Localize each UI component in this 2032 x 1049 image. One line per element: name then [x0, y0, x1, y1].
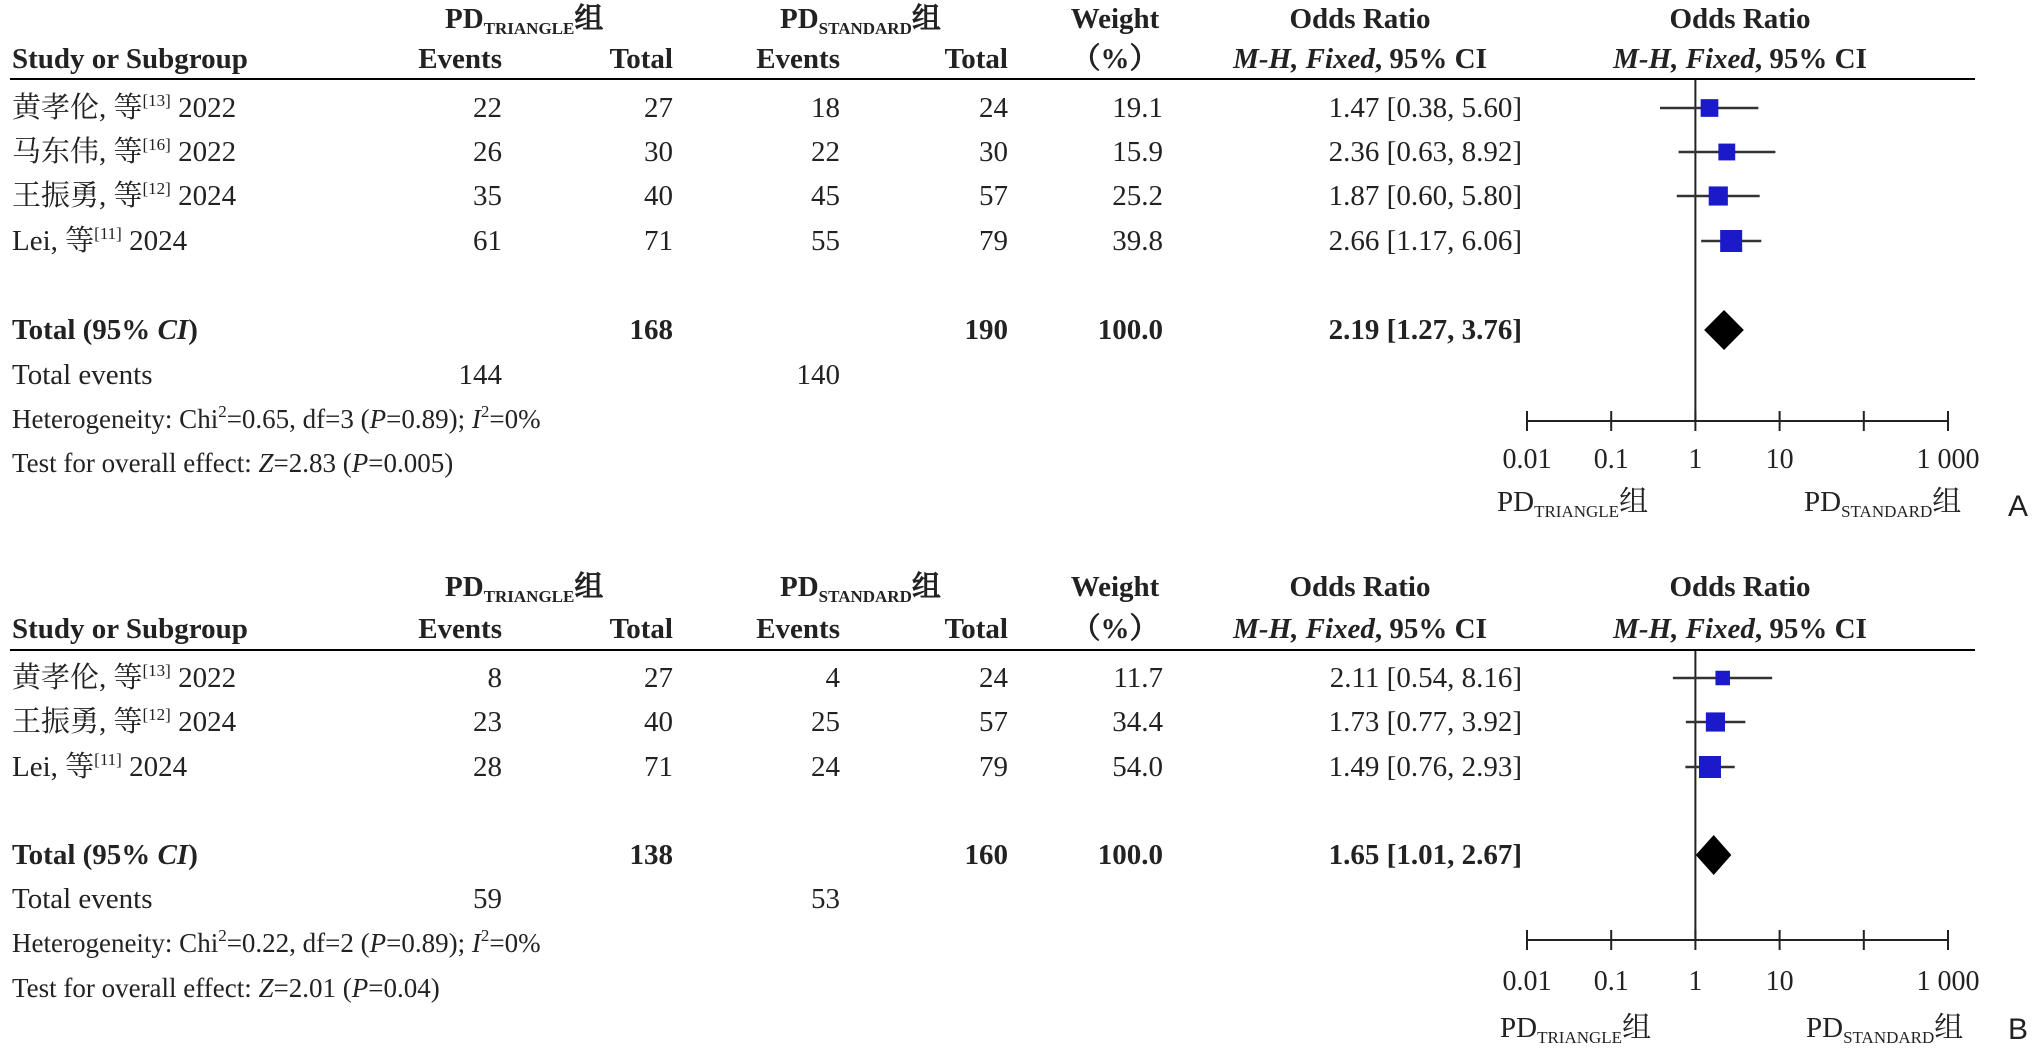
overall-effect-text: Test for overall effect: Z=2.83 (P=0.005): [12, 448, 454, 478]
group1-header: $PD_{TRIANGLE}$组: [445, 571, 604, 606]
forest-plot-b: [1480, 525, 2020, 1047]
x-tick-label: 0.1: [1593, 966, 1629, 997]
favours-right-label: $PD_{STANDARD}$组: [1804, 486, 1962, 521]
weight-cell: 11.7: [1113, 662, 1163, 694]
study-label: Lei, 等[11] 2024: [12, 750, 188, 783]
total1-cell: 30: [644, 136, 673, 168]
study-column-header: Study or Subgroup: [12, 43, 248, 75]
total-events-label: Total events: [12, 883, 153, 915]
total2-cell: 79: [979, 225, 1008, 257]
events2-header: Events: [756, 613, 840, 645]
study-label: Lei, 等[11] 2024: [12, 224, 188, 257]
events1-header: Events: [418, 613, 502, 645]
total-events1: 144: [458, 359, 502, 391]
weight-header: Weight: [1070, 3, 1160, 35]
favours-right-label: $PD_{STANDARD}$组: [1806, 1012, 1964, 1047]
total-weight: 100.0: [1097, 314, 1163, 346]
x-tick-label: 0.01: [1502, 444, 1552, 475]
total1-header: Total: [609, 43, 673, 75]
study-square: [1718, 144, 1735, 161]
favours-left-label: $PD_{TRIANGLE}$组: [1497, 486, 1649, 521]
or-ci-cell: 2.11 [0.54, 8.16]: [1329, 662, 1522, 694]
events1-cell: 23: [473, 706, 502, 738]
total1-cell: 40: [644, 180, 673, 212]
forest-panel-b: [0, 525, 2032, 1047]
total2-header: Total: [944, 43, 1008, 75]
study-square: [1715, 671, 1730, 686]
study-square: [1699, 756, 1721, 778]
total1-header: Total: [609, 613, 673, 645]
total2-cell: 30: [979, 136, 1008, 168]
study-label: 王振勇, 等[12] 2024: [12, 705, 237, 738]
or-ci-cell: 1.87 [0.60, 5.80]: [1328, 180, 1522, 212]
study-square: [1706, 712, 1725, 731]
weight-cell: 25.2: [1112, 180, 1163, 212]
total2-sum: 160: [964, 839, 1008, 871]
study-square: [1709, 186, 1728, 205]
weight-cell: 15.9: [1112, 136, 1163, 168]
or-ci-cell: 2.36 [0.63, 8.92]: [1328, 136, 1522, 168]
total1-cell: 27: [644, 662, 673, 694]
events2-cell: 45: [811, 180, 840, 212]
x-tick-label: 1: [1688, 444, 1703, 475]
weight-unit-header: （%）: [1071, 613, 1159, 645]
events1-cell: 28: [473, 751, 502, 783]
summary-diamond: [1696, 835, 1732, 875]
study-label: 马东伟, 等[16] 2022: [12, 135, 237, 168]
weight-header: Weight: [1070, 571, 1160, 603]
weight-cell: 39.8: [1112, 225, 1163, 257]
total1-sum: 168: [629, 314, 673, 346]
events2-cell: 22: [811, 136, 840, 168]
events2-cell: 18: [811, 92, 840, 124]
events2-cell: 4: [825, 662, 840, 694]
study-square: [1720, 230, 1742, 252]
x-tick-label: 10: [1765, 444, 1794, 475]
events1-cell: 26: [473, 136, 502, 168]
total2-cell: 24: [979, 92, 1008, 124]
or-method-header: M-H, Fixed, 95% CI: [1233, 613, 1487, 645]
favours-left-label: $PD_{TRIANGLE}$组: [1500, 1012, 1652, 1047]
events1-cell: 35: [473, 180, 502, 212]
events2-header: Events: [756, 43, 840, 75]
total1-cell: 40: [644, 706, 673, 738]
plot-header: Odds Ratio: [1669, 571, 1811, 603]
total-label: Total (95% CI): [12, 839, 198, 871]
events1-cell: 8: [487, 662, 502, 694]
study-label: 黄孝伦, 等[13] 2022: [12, 91, 237, 124]
or-ci-cell: 2.66 [1.17, 6.06]: [1328, 225, 1522, 257]
or-method-header: M-H, Fixed, 95% CI: [1233, 43, 1487, 75]
or-ci-cell: 1.47 [0.38, 5.60]: [1328, 92, 1522, 124]
total-weight: 100.0: [1097, 839, 1163, 871]
panel-label: B: [2008, 1013, 2029, 1046]
total2-cell: 57: [979, 180, 1008, 212]
x-tick-label: 1 000: [1916, 966, 1980, 997]
total1-sum: 138: [629, 839, 673, 871]
heterogeneity-text: Heterogeneity: Chi$^2$=0.65, df=3 (P=0.89); $I^2=0\%$: [12, 402, 541, 434]
odds-ratio-header: Odds Ratio: [1289, 3, 1431, 35]
weight-unit-header: （%）: [1071, 43, 1159, 75]
total-or-ci: 2.19 [1.27, 3.76]: [1328, 314, 1522, 346]
total2-header: Total: [944, 613, 1008, 645]
weight-cell: 54.0: [1112, 751, 1163, 783]
group2-header: $PD_{STANDARD}$组: [780, 3, 941, 38]
group1-header: $PD_{TRIANGLE}$组: [445, 3, 604, 38]
total2-cell: 24: [979, 662, 1008, 694]
panel-label: A: [2008, 490, 2029, 523]
events1-cell: 22: [473, 92, 502, 124]
plot-method-header: M-H, Fixed, 95% CI: [1613, 613, 1867, 645]
events2-cell: 55: [811, 225, 840, 257]
x-tick-label: 1 000: [1916, 444, 1980, 475]
heterogeneity-text: Heterogeneity: Chi$^2$=0.22, df=2 (P=0.89); $I^2=0\%$: [12, 926, 541, 958]
study-column-header: Study or Subgroup: [12, 613, 248, 645]
events2-cell: 24: [811, 751, 840, 783]
total-events1: 59: [473, 883, 502, 915]
forest-plot-a: [1480, 0, 2020, 525]
x-tick-label: 10: [1765, 966, 1794, 997]
events1-header: Events: [418, 43, 502, 75]
overall-effect-text: Test for overall effect: Z=2.01 (P=0.04): [12, 973, 440, 1003]
study-label: 王振勇, 等[12] 2024: [12, 179, 237, 212]
plot-header: Odds Ratio: [1669, 3, 1811, 35]
plot-method-header: M-H, Fixed, 95% CI: [1613, 43, 1867, 75]
total2-sum: 190: [964, 314, 1008, 346]
study-label: 黄孝伦, 等[13] 2022: [12, 661, 237, 694]
total1-cell: 71: [644, 751, 673, 783]
or-ci-cell: 1.73 [0.77, 3.92]: [1328, 706, 1522, 738]
x-tick-label: 0.01: [1502, 966, 1552, 997]
study-square: [1701, 99, 1719, 117]
total-or-ci: 1.65 [1.01, 2.67]: [1328, 839, 1522, 871]
total2-cell: 57: [979, 706, 1008, 738]
weight-cell: 19.1: [1112, 92, 1163, 124]
total1-cell: 27: [644, 92, 673, 124]
total-events2: 53: [811, 883, 840, 915]
total-events2: 140: [796, 359, 840, 391]
events1-cell: 61: [473, 225, 502, 257]
x-tick-label: 0.1: [1593, 444, 1629, 475]
group2-header: $PD_{STANDARD}$组: [780, 571, 941, 606]
total-label: Total (95% CI): [12, 314, 198, 346]
events2-cell: 25: [811, 706, 840, 738]
weight-cell: 34.4: [1112, 706, 1163, 738]
summary-diamond: [1704, 310, 1744, 350]
total1-cell: 71: [644, 225, 673, 257]
odds-ratio-header: Odds Ratio: [1289, 571, 1431, 603]
or-ci-cell: 1.49 [0.76, 2.93]: [1328, 751, 1522, 783]
total2-cell: 79: [979, 751, 1008, 783]
x-tick-label: 1: [1688, 966, 1703, 997]
total-events-label: Total events: [12, 359, 153, 391]
